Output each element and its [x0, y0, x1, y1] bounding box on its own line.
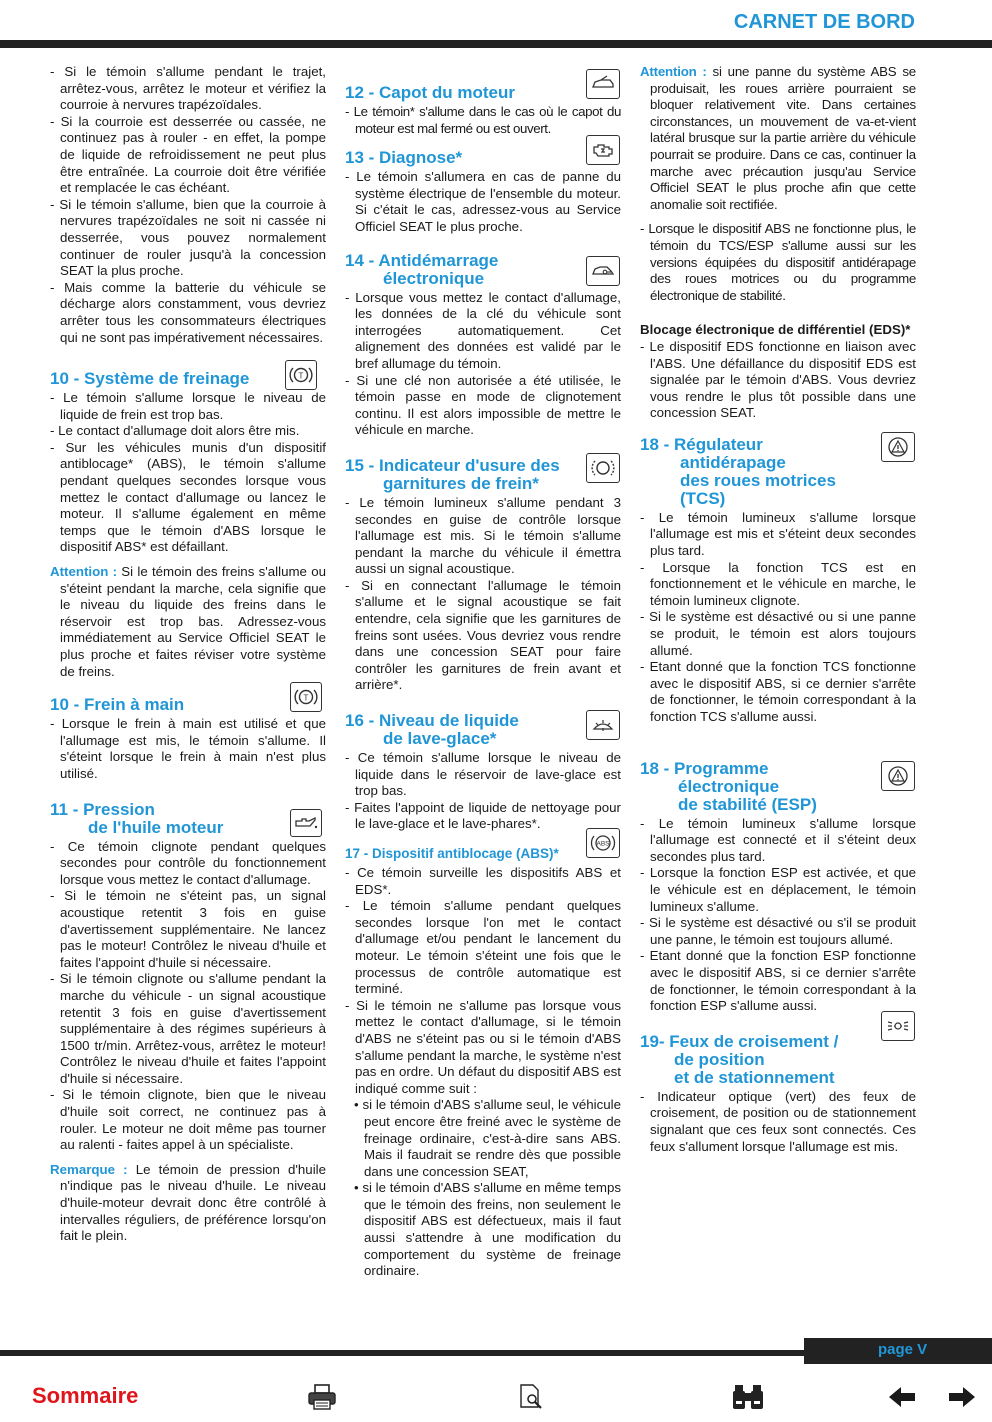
section-usure-garnitures: [345, 457, 621, 694]
washer-fluid-icon: [586, 710, 620, 740]
list-item: - Etant donné que la fonction TCS fonctionne avec le dispositif ABS, si ce dernier s'arrête de fonctionner, le témoin correspondant à la fonction TCS s'allume aussi.: [640, 659, 916, 724]
abs-warning-icon: [586, 828, 620, 858]
section-abs: [345, 840, 621, 1280]
parking-light-icon: [881, 1011, 915, 1041]
title-line: de position: [674, 1049, 765, 1069]
list-item: - Le témoin lumineux s'allume lorsque l'allumage est mis et s'éteint deux secondes plus tard.: [640, 509, 916, 559]
list-item: - Le témoin s'allume pendant quelques secondes lorsque l'on met le contact d'allumage et/ou pendant le lancement du moteur. Le témoin s'éteint une fois que le processus de contrôle automatique est terminé.: [345, 898, 621, 997]
column-right: [640, 64, 916, 1155]
brake-warning-icon: [285, 360, 317, 390]
list-item: - Etant donné que la fonction ESP fonctionne avec le dispositif ABS, si ce dernier s'arrête de fonctionner, le témoin correspondant à la fonction ESP s'allume aussi.: [640, 948, 916, 1014]
section-title: [640, 760, 916, 814]
svg-text:T: T: [298, 371, 304, 381]
title-line: antidérapage: [680, 452, 786, 472]
list-item: - Si une clé non autorisée a été utilisée, le témoin passe en mode de clignotement continu. Il est alors impossible de mettre le véhicule en marche.: [345, 372, 621, 438]
list-item: - Si le système est désactivé ou s'il se produit une panne, le témoin est toujours allumé.: [640, 915, 916, 947]
title-line: 18 - Programme: [640, 758, 769, 778]
attention-note: [50, 564, 326, 680]
list-item: - Si le témoin ne s'éteint pas, un signal acoustique retentit 3 fois en guise d'avertissement supplémentaire. Ne lancez pas le moteur! Contrôlez le niveau d'huile et faites l'appoint d'huile si nécessaire.: [50, 888, 326, 970]
title-line: 18 - Régulateur: [640, 434, 763, 454]
section-title: [345, 457, 621, 493]
section-title: [640, 436, 916, 508]
list-item: - Le témoin lumineux s'allume lorsque l'allumage est connecté et il s'éteint deux secondes plus tard.: [640, 815, 916, 864]
list-item: - Si le témoin ne s'allume pas lorsque vous mettez le contact d'allumage, si le témoin d'ABS ne s'éteint pas ou si le témoin d'ABS s'allume pendant la marche, le système n'est pas en ordre. Un défaut du dispositif ABS est indiqué comme suit :: [345, 997, 621, 1096]
section-title: 13 - Diagnose*: [345, 148, 463, 168]
abs-attention: [640, 64, 916, 304]
section-title: [50, 801, 326, 837]
title-line: 19- Feux de croisement /: [640, 1031, 839, 1051]
section-feux: [640, 1033, 916, 1155]
print-icon[interactable]: [306, 1383, 338, 1411]
attention-label: Attention :: [640, 64, 707, 79]
list-item: - Le contact d'allumage doit alors être mis.: [50, 423, 300, 439]
section-title: [345, 252, 621, 288]
section-lave-glace: [345, 712, 621, 833]
list-item: - Lorsque la fonction TCS est en fonctionnement et le véhicule en marche, le témoin lumineux clignote.: [640, 559, 916, 608]
attention-text: si une panne du système ABS se produisait, les roues arrière pourraient se bloquer relativement vite. Dans certaines circonstances, un mouvement de va-et-vient latéral brusque sur la partie arrière du véhicule pourrait se produire. Dans ce cas, continuer la marche avec précaution jusqu'au Service Officiel SEAT le plus proche afin que cette anomalie soit rectifiée.: [650, 64, 916, 212]
arrow-right-icon[interactable]: [946, 1383, 978, 1411]
list-item: - Lorsque la fonction ESP est activée, et que le véhicule est en déplacement, le témoin lumineux s'allume.: [640, 865, 916, 914]
section-title: [640, 1033, 916, 1087]
attention-label: Attention :: [50, 564, 118, 580]
list-item: - Le témoin s'allumera en cas de panne du système électrique de l'ensemble du moteur. Si c'était le cas, adressez-vous au Service Officiel SEAT le plus proche.: [345, 169, 621, 234]
section-frein-main: [50, 693, 326, 782]
section-systeme-freinage: [50, 370, 326, 680]
remarque-text: Le témoin de pression d'huile n'indique pas le niveau d'huile. Le niveau d'huile-moteur devrait donc être contrôlé à intervalles réguliers, de préférence lorsqu'on fait le plein.: [60, 1161, 327, 1244]
oil-can-icon: [290, 809, 322, 837]
list-item: - Si le témoin s'allume, bien que la courroie à nervures trapézoïdales ne soit ni cassée ni desserrée, vous pouvez normalement continuer de rouler jusqu'à la concession SEAT la plus proche.: [50, 196, 326, 279]
remarque-label: Remarque :: [50, 1161, 128, 1177]
list-item: - Le témoin lumineux s'allume pendant 3 secondes en guise de contrôle lorsque l'allumage est mis. Si le témoin s'allume pendant la marche du véhicule il émettra aussi un signal acoustique.: [345, 494, 621, 577]
intro-list: [50, 64, 326, 346]
section-eds: [640, 322, 916, 422]
title-line: 11 - Pression: [50, 799, 155, 819]
list-item: - Si le témoin s'allume pendant le trajet, arrêtez-vous, arrêtez le moteur et vérifiez la courroie à nervures trapézoïdales.: [50, 64, 326, 113]
title-line: (TCS): [680, 488, 726, 508]
arrow-left-icon[interactable]: [886, 1383, 918, 1411]
list-item: - Lorsque vous mettez le contact d'allumage, les données de la clé du véhicule sont interrogées automatiquement. Cet alignement des données est validé par le bref allumage du témoin.: [345, 289, 621, 371]
section-title: [345, 712, 621, 748]
tcs-warning-icon: [881, 432, 915, 462]
section-title: 10 - Système de freinage: [50, 369, 250, 389]
parking-brake-icon: [290, 682, 322, 712]
svg-text:T: T: [303, 693, 309, 703]
list-item: - Faites l'appoint de liquide de nettoyage pour le lave-glace et le lave-phares*.: [345, 799, 621, 832]
title-line: des roues motrices: [680, 470, 836, 490]
document-search-icon[interactable]: [517, 1383, 545, 1411]
list-item: - Mais comme la batterie du véhicule se décharge alors constamment, vous devriez arrêter tous les consommateurs électriques qui ne sont pas impérativement nécessaires.: [50, 279, 326, 345]
bullet-item: • si le témoin d'ABS s'allume seul, le véhicule peut encore être freiné avec le système de freinage ordinaire, c'est-à-dire sans ABS. Mais il faudrait se rendre dès que possible dans une concession SEAT,: [354, 1097, 621, 1179]
section-tcs: [640, 436, 916, 726]
title-line: électronique: [678, 776, 780, 796]
sommaire-link[interactable]: Sommaire: [32, 1383, 139, 1408]
section-diagnose: [345, 149, 621, 235]
brake-pad-wear-icon: [586, 453, 620, 483]
engine-check-icon: [586, 135, 620, 165]
column-middle: [345, 64, 621, 1280]
title-line: 15 - Indicateur d'usure des: [345, 455, 560, 475]
remarque-note: [50, 1162, 326, 1245]
column-left: [50, 64, 326, 1245]
title-line: 14 - Antidémarrage: [345, 250, 499, 270]
section-title: 12 - Capot du moteur: [345, 83, 516, 102]
section-title: 17 - Dispositif antiblocage (ABS)*: [345, 846, 559, 861]
list-item: - Le témoin* s'allume dans le cas où le capot du moteur est mal fermé ou est ouvert.: [345, 104, 621, 136]
section-title: 10 - Frein à main: [50, 695, 185, 715]
section-antidemarrage: [345, 252, 621, 439]
hood-open-icon: [586, 69, 620, 99]
bullet-item: • si le témoin d'ABS s'allume en même temps que le témoin des freins, non seulement le dispositif ABS est défectueux, mais il faut aussi s'attendre à une modification du comportement du système de freinage ordinaire.: [354, 1180, 621, 1279]
title-line: et de stationnement: [674, 1067, 835, 1087]
binoculars-icon[interactable]: [730, 1383, 766, 1411]
title-line: garnitures de frein*: [383, 473, 539, 493]
list-item: - Ce témoin clignote pendant quelques secondes pour contrôle du fonctionnement lorsque vous mettez le contact d'allumage.: [50, 838, 326, 887]
title-line: de stabilité (ESP): [678, 794, 817, 814]
esp-warning-icon: [881, 761, 915, 791]
title-line: de lave-glace*: [383, 729, 497, 749]
section-capot-moteur: [345, 84, 621, 137]
list-item: - Sur les véhicules munis d'un dispositif antiblocage* (ABS), le témoin s'allume pendant quelques secondes lorsque vous mettez le contact d'allumage ou lancez le moteur. Il s'allume également en même temps que le témoin d'ABS lorsque le dispositif ABS* est défaillant.: [50, 439, 326, 555]
list-item: - Lorsque le dispositif ABS ne fonctionne plus, le témoin du TCS/ESP s'allume aussi sur les versions équipées du dispositif antidérapage des roues motrices ou du programme électronique de stabilité.: [640, 221, 916, 303]
section-esp: [640, 760, 916, 1015]
list-item: - Le dispositif EDS fonctionne en liaison avec l'ABS. Une défaillance du dispositif EDS est signalée par le témoin d'ABS. Vous devriez vous rendre le plus tôt possible dans une concession SEAT.: [640, 338, 916, 421]
title-line: de l'huile moteur: [88, 817, 224, 837]
list-item: - Indicateur optique (vert) des feux de croisement, de position ou de stationnement signalant que ces feux sont connectés. Ces feux s'allument lorsque l'allumage est mis.: [640, 1088, 916, 1154]
attention-note: [640, 64, 916, 213]
list-item: - Si le système est désactivé ou si une panne se produit, le témoin est alors toujours allumé.: [640, 609, 916, 658]
header-divider: [0, 40, 992, 48]
list-item: - Si la courroie est desserrée ou cassée, ne continuez pas à rouler - en effet, la pompe de liquide de refroidissement ne peut plus être entraînée. La courroie doit être vérifiée et remplacée le cas échéant.: [50, 113, 326, 196]
list-item: - Si le témoin clignote ou s'allume pendant la marche du véhicule - un signal acoustique retentit 3 fois en guise d'avertissement supplémentaire à des régimes supérieurs à 1500 tr/min. Arrêtez-vous, arrêtez le moteur! Contrôlez le niveau d'huile et faites l'appoint d'huile si nécessaire.: [50, 971, 326, 1086]
eds-title: Blocage électronique de différentiel (EDS)*: [640, 322, 911, 338]
document-title: CARNET DE BORD: [733, 11, 915, 33]
list-item: - Ce témoin s'allume lorsque le niveau de liquide dans le réservoir de lave-glace est trop bas.: [345, 750, 621, 799]
list-item: - Si le témoin clignote, bien que le niveau d'huile soit correct, ne continuez pas à rouler. Le moteur ne doit même pas tourner au ralenti - faites appel à un spécialiste.: [50, 1087, 326, 1153]
list-item: - Si en connectant l'allumage le témoin s'allume et le signal acoustique se fait entendre, cela signifie que les garnitures de freins sont usées. Vous devriez vous rendre dans une concession SEAT pour faire contrôler les garnitures de frein avant et arrière*.: [345, 577, 621, 693]
list-item: - Lorsque le frein à main est utilisé et que l'allumage est mis, le témoin s'allume. Il s'éteint lorsque le frein à main n'est plus utilisé.: [50, 716, 326, 781]
immobilizer-key-icon: [586, 256, 620, 286]
abs-icon-label: ABS: [596, 840, 610, 848]
title-line: 16 - Niveau de liquide: [345, 711, 519, 731]
list-item: - Ce témoin surveille les dispositifs ABS et EDS*.: [345, 865, 621, 897]
attention-text: Si le témoin des freins s'allume ou s'éteint pendant la marche, cela signifie que le niveau du liquide des freins dans le réservoir est trop bas. Adressez-vous immédiatement au Service Officiel SEAT le plus proche et faites réviser votre système de freins.: [60, 564, 326, 679]
section-pression-huile: [50, 801, 326, 1245]
title-line: électronique: [383, 268, 485, 288]
list-item: - Le témoin s'allume lorsque le niveau de liquide de frein est trop bas.: [50, 390, 326, 422]
page-number: page V: [878, 1341, 928, 1358]
